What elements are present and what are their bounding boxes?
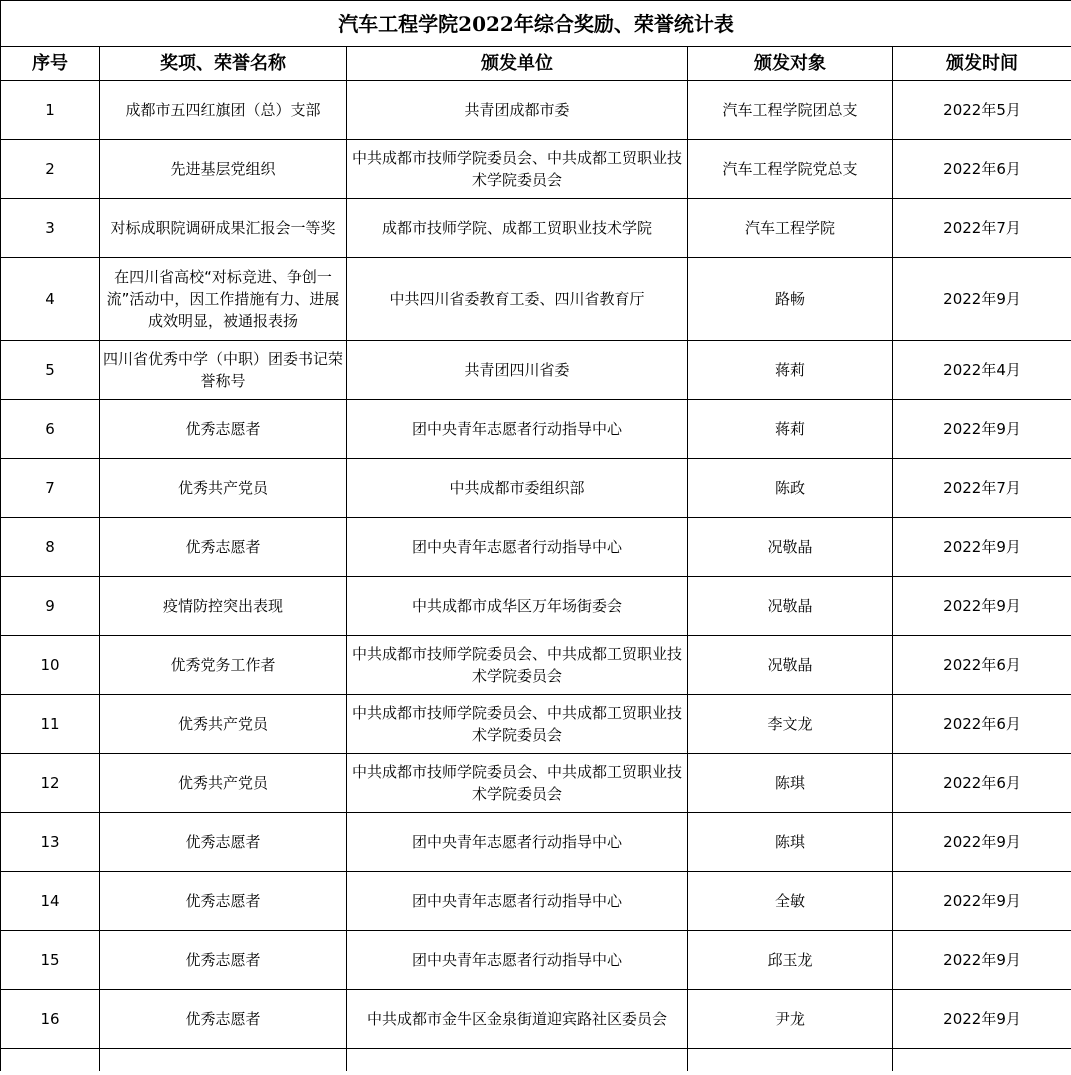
- cell-issuer: 成都市技师学院、成都工贸职业技术学院: [347, 199, 688, 258]
- cell-name: 优秀志愿者: [100, 990, 347, 1049]
- cell-no: 5: [1, 341, 100, 400]
- cell-issuer: 共青团成都市委: [347, 81, 688, 140]
- cell-name: 优秀共产党员: [100, 754, 347, 813]
- cell-issuer: 团中央青年志愿者行动指导中心: [347, 518, 688, 577]
- cell-name: 在四川省高校“对标竞进、争创一流”活动中，因工作措施有力、进展成效明显，被通报表扬: [100, 258, 347, 341]
- table-row: [1, 636, 1071, 695]
- table-row: [1, 990, 1071, 1049]
- cell-no: 11: [1, 695, 100, 754]
- cell-recipient: 陈政: [688, 459, 893, 518]
- cell-issuer: 中共成都市技师学院委员会、中共成都工贸职业技术学院委员会: [347, 754, 688, 813]
- cell-name: 优秀志愿者: [100, 872, 347, 931]
- cell-date: 2022年6月: [893, 695, 1071, 754]
- cell-recipient: 况敬晶: [688, 518, 893, 577]
- cell-date: 2022年6月: [893, 140, 1071, 199]
- table-row: [1, 695, 1071, 754]
- cell-date: 2022年6月: [893, 636, 1071, 695]
- cell-name: 优秀志愿者: [100, 518, 347, 577]
- table-row: [1, 400, 1071, 459]
- cell-issuer: 团中央青年志愿者行动指导中心: [347, 931, 688, 990]
- cell-no: 6: [1, 400, 100, 459]
- cell-name: 四川省优秀中学（中职）团委书记荣誉称号: [100, 341, 347, 400]
- cell-name: 优秀志愿者: [100, 400, 347, 459]
- header-date: 颁发时间: [893, 47, 1071, 81]
- empty-cell: [347, 1049, 688, 1072]
- cell-issuer: 团中央青年志愿者行动指导中心: [347, 813, 688, 872]
- header-recipient: 颁发对象: [688, 47, 893, 81]
- table-row: [1, 199, 1071, 258]
- cell-issuer: 中共成都市技师学院委员会、中共成都工贸职业技术学院委员会: [347, 695, 688, 754]
- table-row: [1, 459, 1071, 518]
- empty-cell: [688, 1049, 893, 1072]
- cell-issuer: 中共成都市委组织部: [347, 459, 688, 518]
- table-title: 汽车工程学院2022年综合奖励、荣誉统计表: [1, 1, 1071, 47]
- table-row: [1, 518, 1071, 577]
- table-row: [1, 813, 1071, 872]
- cell-no: 4: [1, 258, 100, 341]
- cell-recipient: 陈琪: [688, 813, 893, 872]
- table-row: [1, 872, 1071, 931]
- table-row: [1, 341, 1071, 400]
- cell-recipient: 汽车工程学院: [688, 199, 893, 258]
- cell-recipient: 尹龙: [688, 990, 893, 1049]
- header-name: 奖项、荣誉名称: [100, 47, 347, 81]
- cell-no: 16: [1, 990, 100, 1049]
- cell-date: 2022年4月: [893, 341, 1071, 400]
- cell-name: 优秀党务工作者: [100, 636, 347, 695]
- cell-issuer: 中共成都市技师学院委员会、中共成都工贸职业技术学院委员会: [347, 140, 688, 199]
- cell-issuer: 中共成都市成华区万年场街委会: [347, 577, 688, 636]
- cell-no: 2: [1, 140, 100, 199]
- cell-name: 优秀共产党员: [100, 459, 347, 518]
- cell-no: 9: [1, 577, 100, 636]
- cell-issuer: 中共四川省委教育工委、四川省教育厅: [347, 258, 688, 341]
- cell-issuer: 团中央青年志愿者行动指导中心: [347, 400, 688, 459]
- cell-recipient: 汽车工程学院党总支: [688, 140, 893, 199]
- cell-date: 2022年9月: [893, 258, 1071, 341]
- header-no: 序号: [1, 47, 100, 81]
- cell-name: 先进基层党组织: [100, 140, 347, 199]
- cell-recipient: 路畅: [688, 258, 893, 341]
- cell-recipient: 况敬晶: [688, 636, 893, 695]
- cell-no: 12: [1, 754, 100, 813]
- cell-no: 14: [1, 872, 100, 931]
- cell-recipient: 邱玉龙: [688, 931, 893, 990]
- cell-recipient: 李文龙: [688, 695, 893, 754]
- cell-recipient: 全敏: [688, 872, 893, 931]
- cell-date: 2022年7月: [893, 199, 1071, 258]
- cell-date: 2022年9月: [893, 872, 1071, 931]
- cell-date: 2022年7月: [893, 459, 1071, 518]
- cell-issuer: 团中央青年志愿者行动指导中心: [347, 872, 688, 931]
- table-row: [1, 754, 1071, 813]
- table-row: [1, 258, 1071, 341]
- cell-date: 2022年9月: [893, 518, 1071, 577]
- cell-date: 2022年9月: [893, 990, 1071, 1049]
- cell-date: 2022年9月: [893, 577, 1071, 636]
- empty-row: [1, 1049, 1071, 1072]
- cell-recipient: 蒋莉: [688, 400, 893, 459]
- cell-issuer: 中共成都市金牛区金泉街道迎宾路社区委员会: [347, 990, 688, 1049]
- empty-cell: [1, 1049, 100, 1072]
- cell-name: 优秀共产党员: [100, 695, 347, 754]
- cell-date: 2022年5月: [893, 81, 1071, 140]
- empty-cell: [100, 1049, 347, 1072]
- cell-no: 3: [1, 199, 100, 258]
- cell-date: 2022年6月: [893, 754, 1071, 813]
- cell-date: 2022年9月: [893, 813, 1071, 872]
- table-row: [1, 140, 1071, 199]
- cell-name: 成都市五四红旗团（总）支部: [100, 81, 347, 140]
- cell-no: 15: [1, 931, 100, 990]
- cell-date: 2022年9月: [893, 931, 1071, 990]
- cell-no: 10: [1, 636, 100, 695]
- cell-recipient: 蒋莉: [688, 341, 893, 400]
- cell-name: 优秀志愿者: [100, 813, 347, 872]
- header-row: [1, 47, 1071, 81]
- cell-recipient: 陈琪: [688, 754, 893, 813]
- cell-date: 2022年9月: [893, 400, 1071, 459]
- cell-name: 优秀志愿者: [100, 931, 347, 990]
- cell-name: 对标成职院调研成果汇报会一等奖: [100, 199, 347, 258]
- cell-recipient: 汽车工程学院团总支: [688, 81, 893, 140]
- cell-recipient: 况敬晶: [688, 577, 893, 636]
- cell-issuer: 中共成都市技师学院委员会、中共成都工贸职业技术学院委员会: [347, 636, 688, 695]
- table-row: [1, 931, 1071, 990]
- header-issuer: 颁发单位: [347, 47, 688, 81]
- table-row: [1, 81, 1071, 140]
- cell-no: 13: [1, 813, 100, 872]
- table-row: [1, 577, 1071, 636]
- cell-issuer: 共青团四川省委: [347, 341, 688, 400]
- cell-name: 疫情防控突出表现: [100, 577, 347, 636]
- cell-no: 7: [1, 459, 100, 518]
- cell-no: 8: [1, 518, 100, 577]
- cell-no: 1: [1, 81, 100, 140]
- empty-cell: [893, 1049, 1071, 1072]
